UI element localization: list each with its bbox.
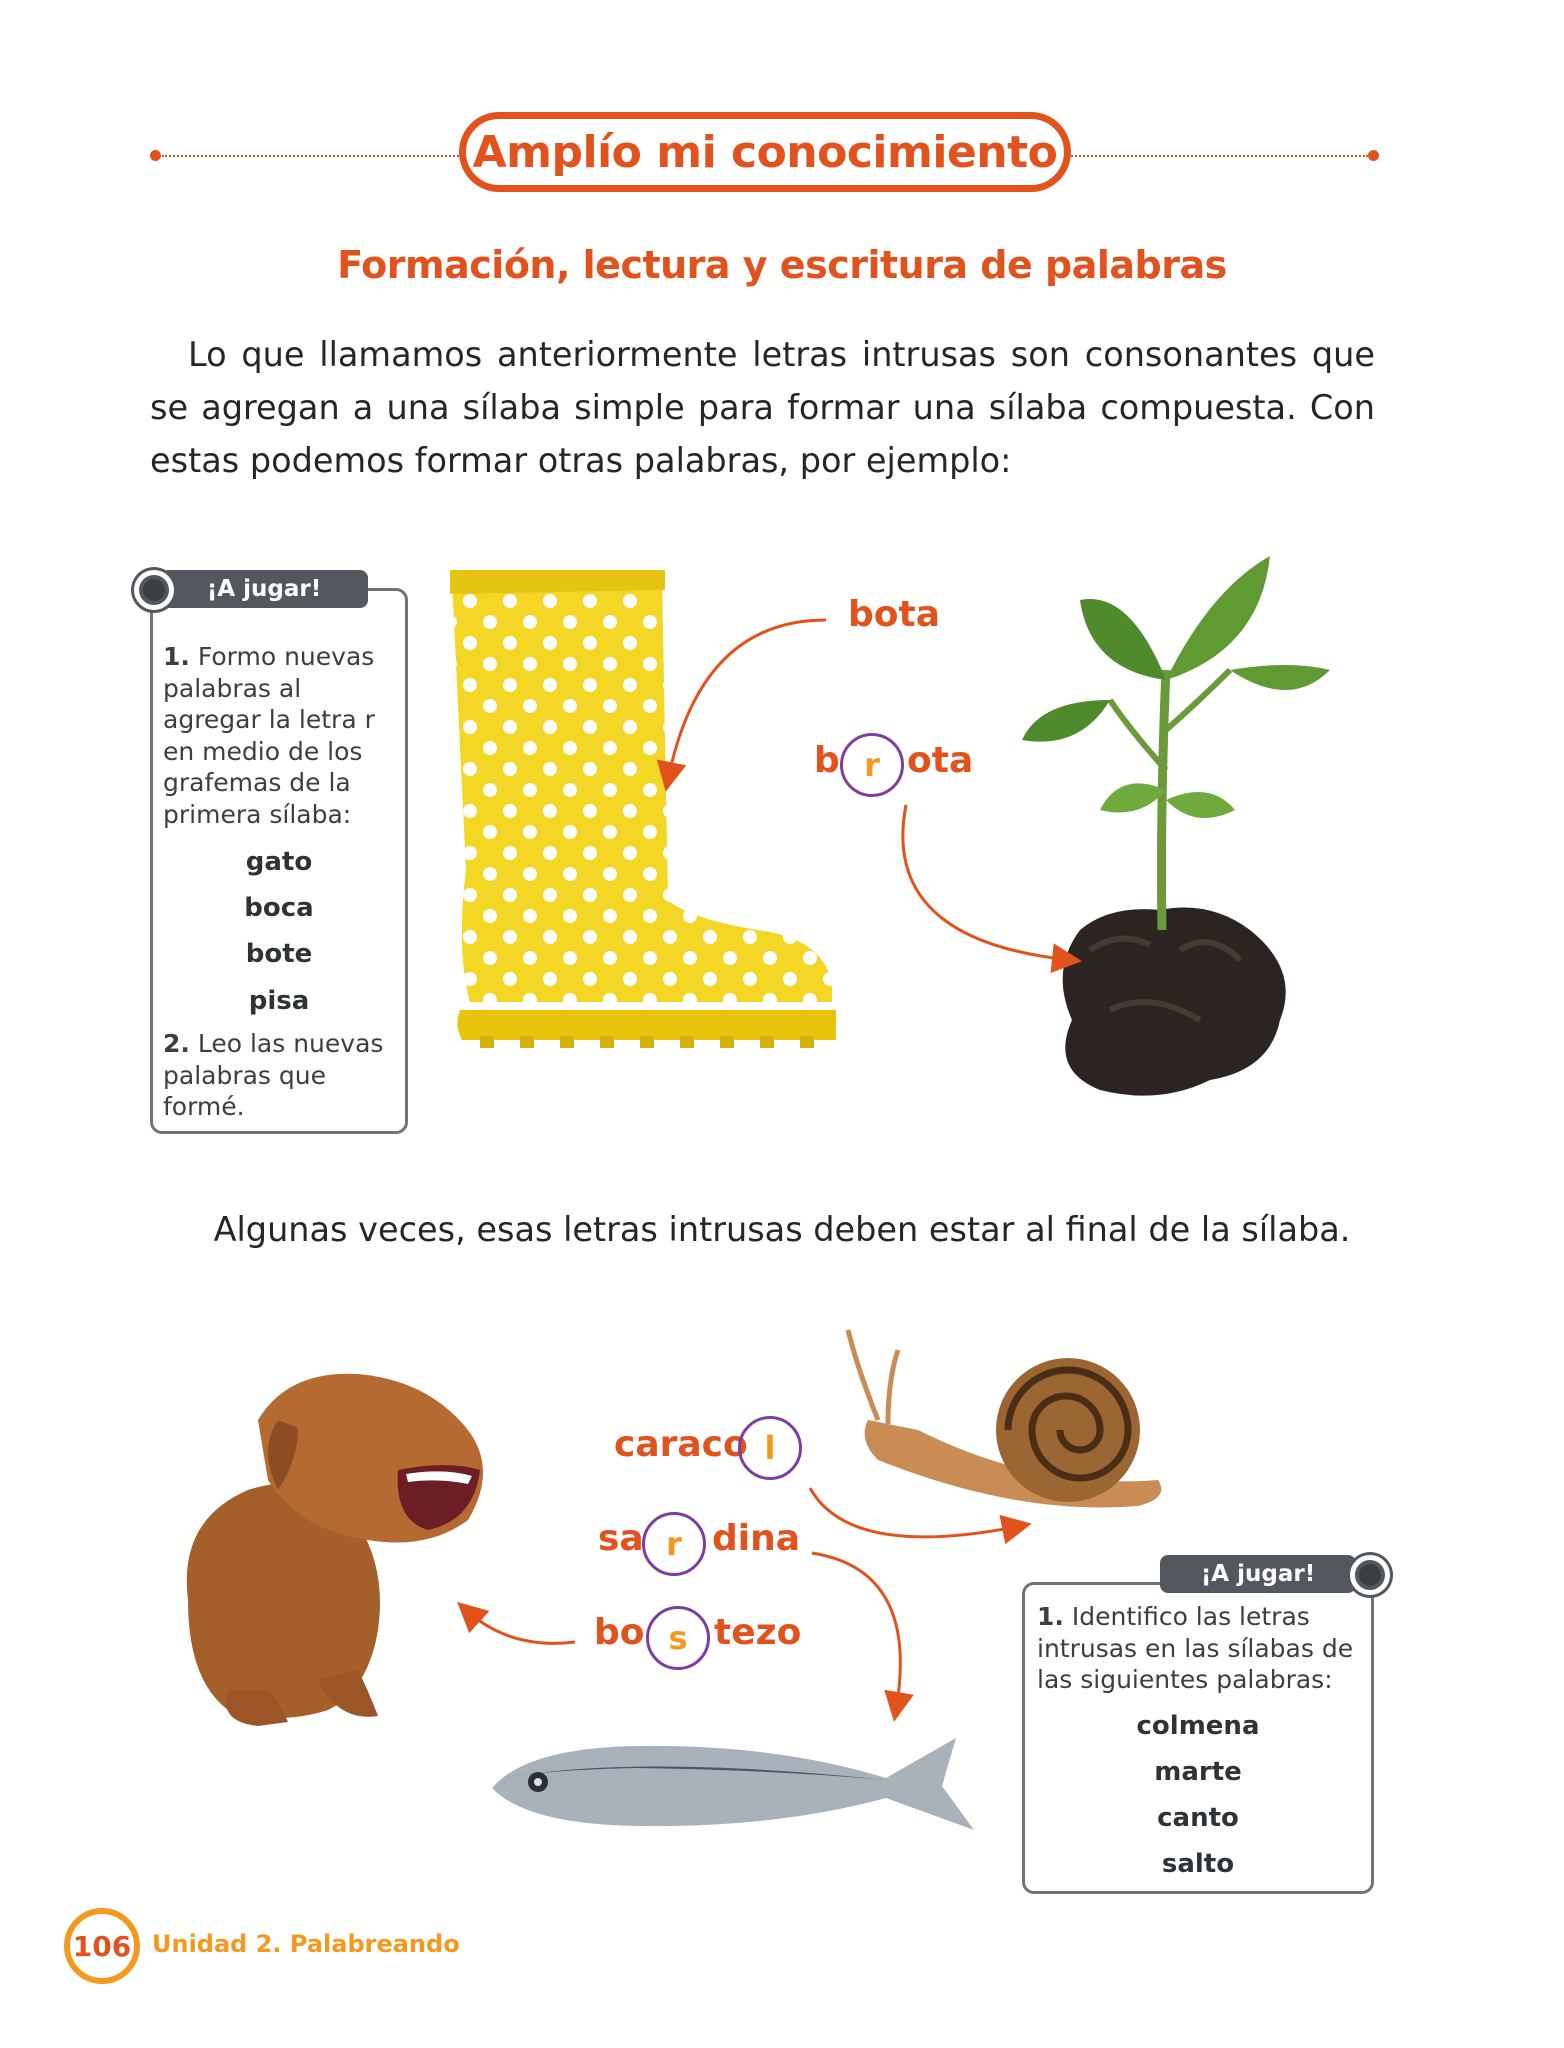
a-jugar-box-2 xyxy=(1022,1582,1374,1894)
intruder-letter-r: r xyxy=(864,746,880,784)
box1-word-4: pisa xyxy=(248,986,310,1016)
intruder-letter-r2-ring xyxy=(642,1512,706,1576)
box1-word-2: boca xyxy=(244,893,314,923)
intruder-letter-l: l xyxy=(764,1429,776,1467)
word-sardina-prefix: sa xyxy=(598,1518,644,1559)
box2-item1-text: Identifico las letras intrusas en las sílabas de las siguientes palabras: xyxy=(1037,1602,1354,1694)
box1-tab-label: ¡A jugar! xyxy=(206,576,322,602)
intro-text: Lo que llamamos anteriormente letras intrusas son consonantes que se agregan a una sílaba simple para formar una sílaba compuesta. Con estas podemos formar otras palabras, por ejemplo: xyxy=(150,335,1375,480)
box2-tab-label: ¡A jugar! xyxy=(1200,1561,1316,1587)
sardine-fish-image xyxy=(486,1718,976,1848)
box2-item1 xyxy=(1037,1601,1367,1696)
paragraph-intruder-end: Algunas veces, esas letras intrusas deben estar al final de la sílaba. xyxy=(213,1210,1351,1249)
arrow-brota-to-plant xyxy=(903,805,1070,960)
box2-word-4: salto xyxy=(1161,1849,1235,1879)
word-bostezo-prefix: bo xyxy=(594,1612,645,1653)
word-sardina-suffix: dina xyxy=(712,1518,801,1559)
box2-tab xyxy=(1160,1555,1356,1593)
box1-item1-number: 1. xyxy=(163,642,190,671)
box1-word-1: gato xyxy=(245,847,313,877)
box2-tab-dot xyxy=(1350,1555,1390,1595)
word-brota-prefix: b xyxy=(814,740,840,781)
box1-word-3: bote xyxy=(245,939,313,969)
box1-item2-number: 2. xyxy=(163,1029,190,1058)
intruder-letter-s-ring xyxy=(646,1606,710,1670)
yawning-puppy-image xyxy=(168,1350,548,1730)
snail-image xyxy=(838,1320,1178,1520)
box1-item1-text: Formo nuevas palabras al agregar la letra r en medio de los grafemas de la primera sílaba: xyxy=(163,642,375,829)
box2-word-2: marte xyxy=(1154,1757,1242,1787)
unit-label: Unidad 2. Palabreando xyxy=(152,1930,460,1958)
arrow-bota-to-boot xyxy=(668,620,826,780)
word-bota: bota xyxy=(848,594,941,635)
intruder-letter-l-ring xyxy=(738,1416,802,1480)
word-bostezo-suffix: tezo xyxy=(714,1612,802,1653)
arrow-sardina-to-fish xyxy=(812,1553,900,1710)
box2-word-1: colmena xyxy=(1136,1711,1260,1741)
page-number: 106 xyxy=(64,1908,140,1984)
word-caracol-prefix: caraco xyxy=(614,1424,748,1465)
word-brota-suffix: ota xyxy=(907,740,974,781)
intruder-letter-s: s xyxy=(668,1619,688,1657)
section-title: Amplío mi conocimiento xyxy=(459,112,1071,192)
box1-item2-text: Leo las nuevas palabras que formé. xyxy=(163,1029,384,1121)
page-subtitle: Formación, lectura y escritura de palabras xyxy=(337,243,1227,287)
box2-word-3: canto xyxy=(1157,1803,1239,1833)
intruder-letter-r2: r xyxy=(666,1525,682,1563)
box2-item1-number: 1. xyxy=(1037,1602,1064,1631)
